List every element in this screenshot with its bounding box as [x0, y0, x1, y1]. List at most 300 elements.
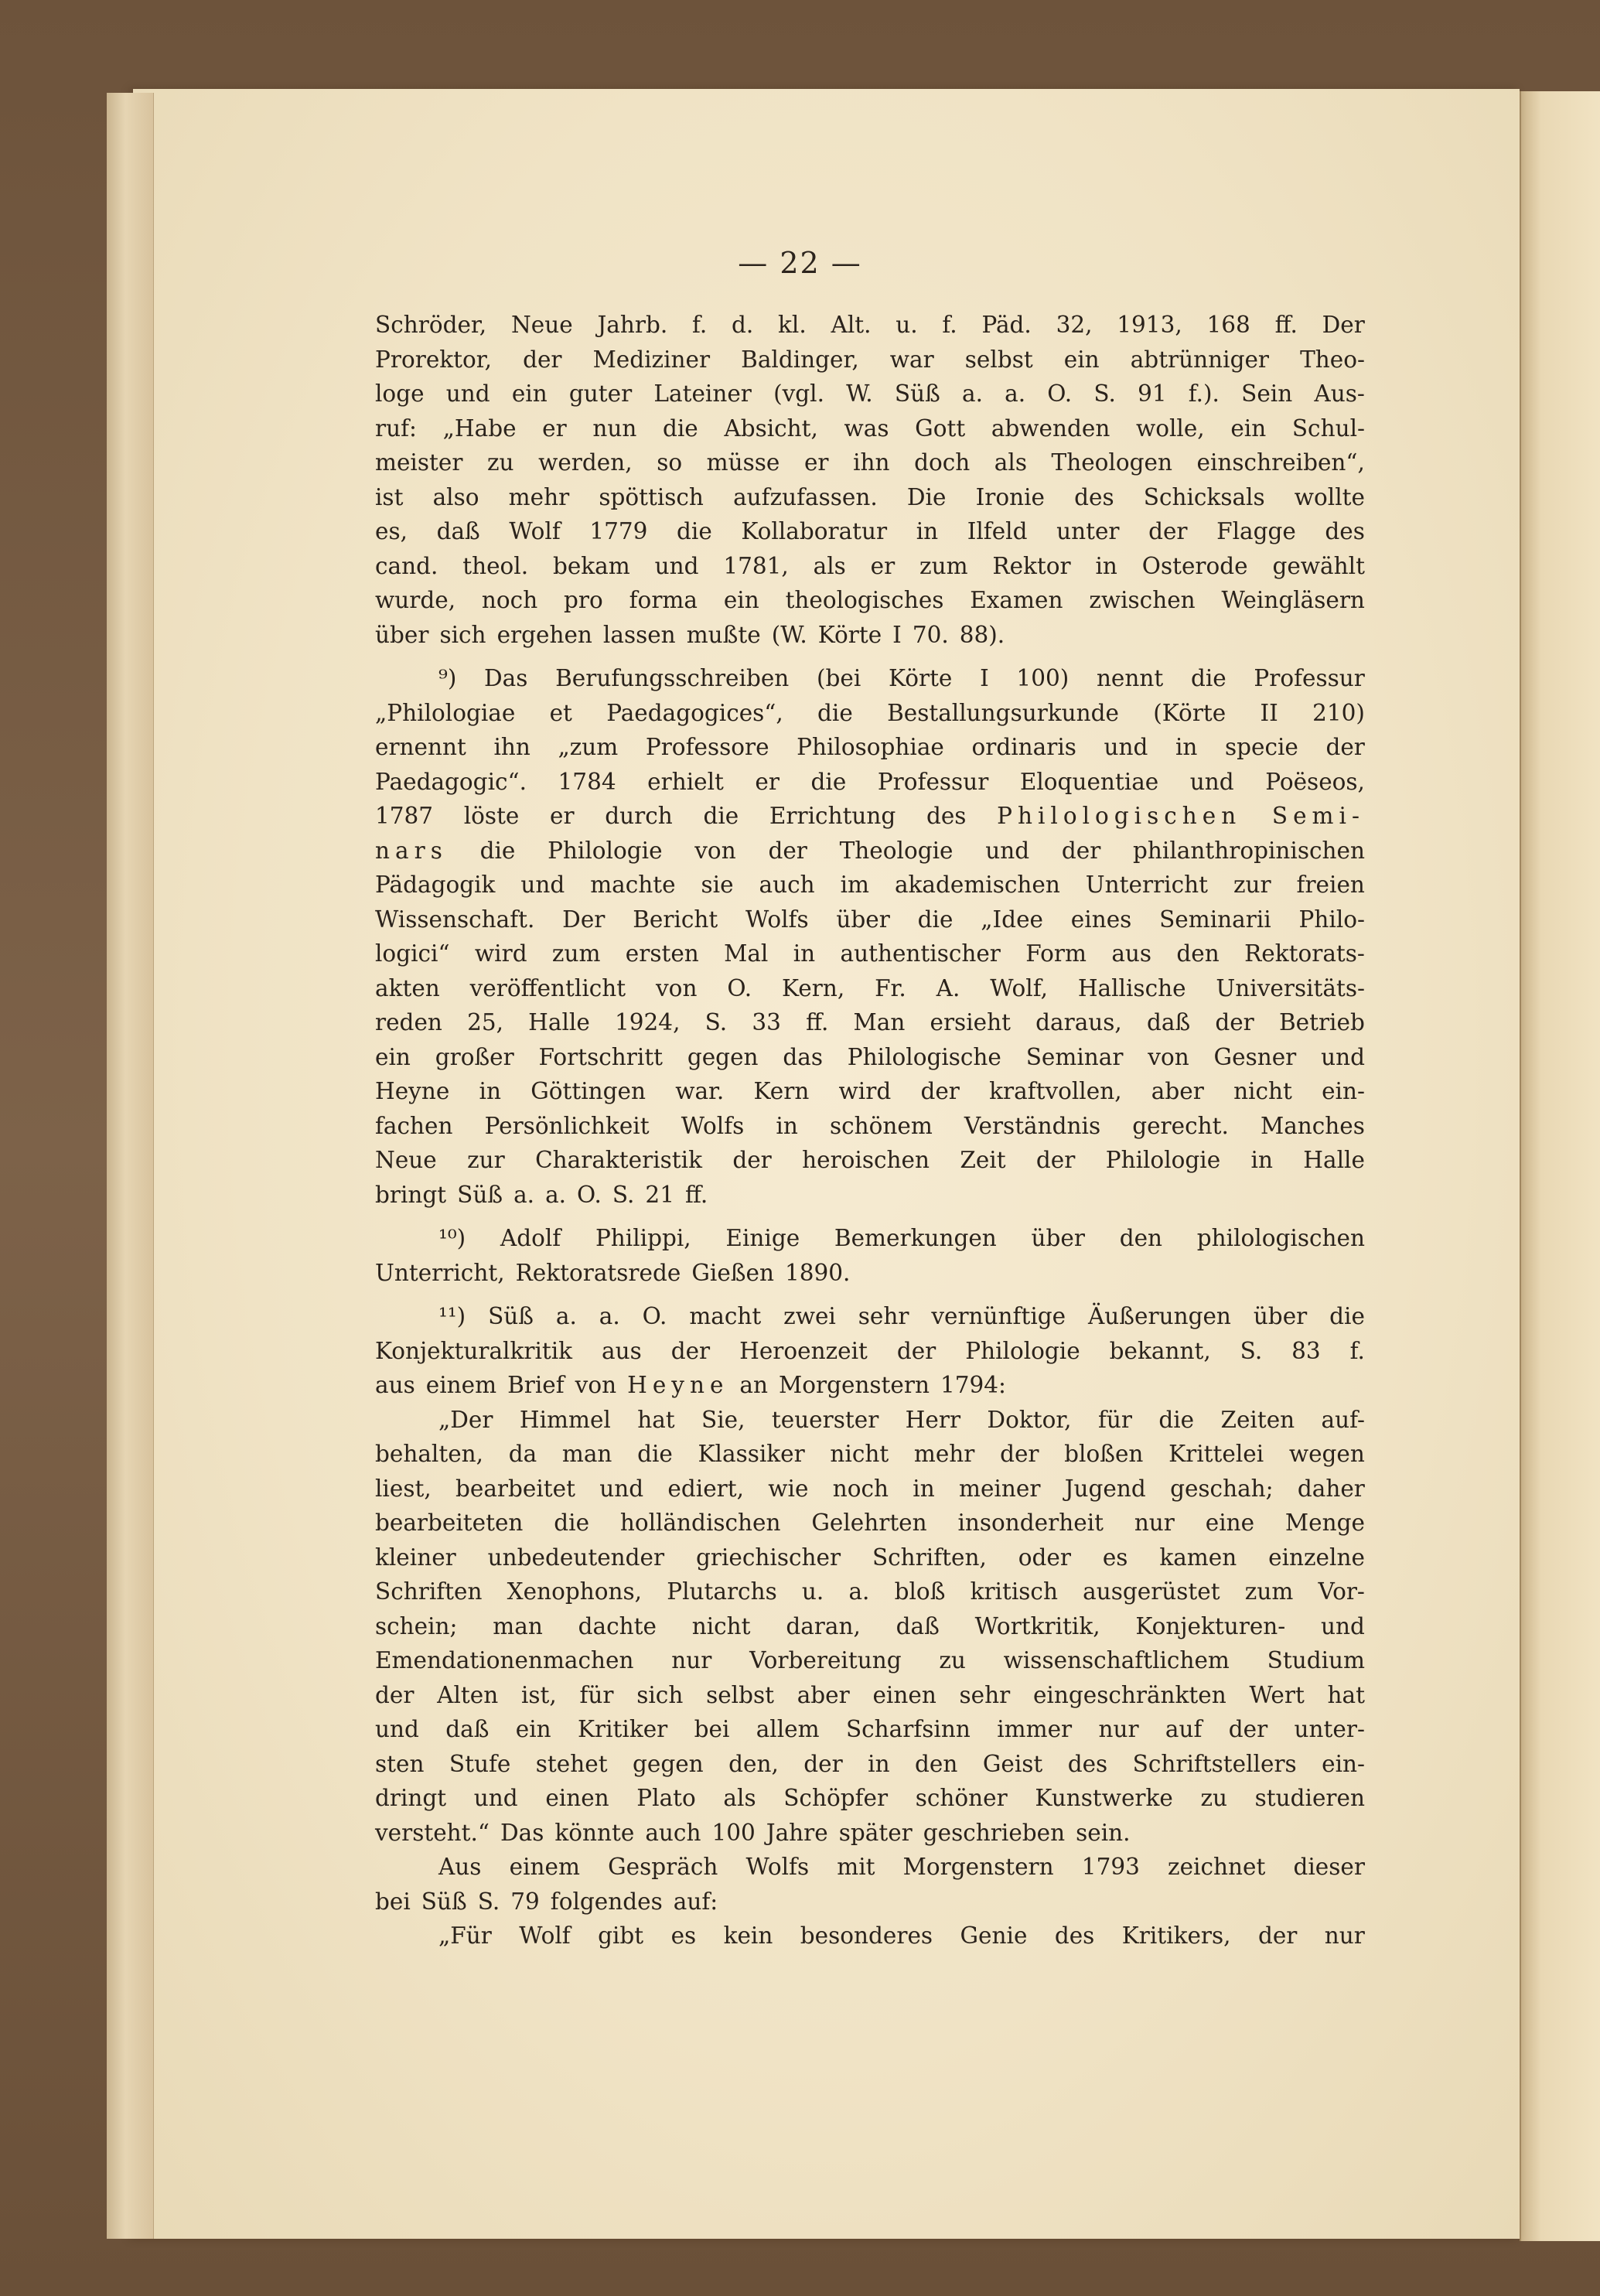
word: eine [1205, 1510, 1255, 1536]
word: auch [645, 1819, 701, 1846]
word: Fr. [875, 974, 906, 1001]
word: Der [562, 906, 606, 933]
word: kraftvollen, [989, 1078, 1122, 1104]
word: f. [942, 312, 957, 338]
word: versteht.“ [375, 1819, 490, 1846]
word: Charakteristik [535, 1147, 702, 1173]
word: die [1158, 1406, 1195, 1433]
text-line [375, 514, 1365, 549]
word: Scharfsinn [845, 1716, 971, 1742]
word: 21 [645, 1181, 674, 1208]
word: Aus- [1314, 380, 1365, 407]
text-line [375, 1221, 1365, 1256]
word: Morgenstern [779, 1372, 930, 1398]
word: „Idee [981, 906, 1043, 933]
word: cand. [375, 552, 438, 579]
word: aber [1151, 1078, 1204, 1104]
word: Vor- [1318, 1578, 1365, 1605]
word: Flagge [1216, 518, 1296, 544]
word: der [1061, 837, 1101, 864]
word: er [870, 552, 896, 579]
word: Kollaboratur [741, 518, 888, 544]
word: Manches [1260, 1112, 1365, 1139]
word: Neue [375, 1147, 437, 1173]
word: und [445, 380, 490, 407]
word: schöner [915, 1785, 1008, 1811]
word: bloßen [1064, 1441, 1144, 1467]
word: der [375, 1681, 414, 1708]
text-line [375, 549, 1365, 584]
word: gerecht. [1132, 1112, 1229, 1139]
word: Brief [507, 1372, 565, 1398]
word: wegen [1288, 1441, 1365, 1467]
word: zur [1233, 872, 1271, 898]
word: die [677, 518, 712, 544]
word: und [375, 1716, 419, 1742]
word: Morgenstern [902, 1854, 1054, 1880]
word: eingeschränkten [1032, 1681, 1226, 1708]
word: Heyne [375, 1078, 450, 1104]
word: Päd. [981, 312, 1032, 338]
word: daraus, [1035, 1009, 1122, 1035]
word: werden, [538, 449, 633, 476]
word: Mal [724, 940, 769, 967]
word: sehr [858, 1303, 909, 1329]
word: ersten [625, 940, 699, 967]
word: gegen [632, 1750, 704, 1777]
word: heroischen [802, 1147, 930, 1173]
word: specie [1224, 734, 1298, 760]
word: 100 [711, 1819, 756, 1846]
word: einen [545, 1785, 609, 1811]
word: bearbeiteten [375, 1510, 524, 1536]
page-number: — 22 — [738, 246, 862, 280]
word: 210) [1312, 699, 1365, 726]
word: O. [727, 974, 752, 1001]
word: Kunstwerke [1035, 1785, 1173, 1811]
word: Wolfs [745, 906, 809, 933]
word: später [838, 1819, 913, 1846]
word: kamen [1159, 1544, 1237, 1571]
word: Plutarchs [667, 1578, 777, 1605]
word: Genie [960, 1922, 1028, 1949]
word: bekam [552, 552, 630, 579]
word: Eloquentiae [1019, 768, 1159, 795]
word: freien [1296, 872, 1365, 898]
word: Examen [970, 587, 1063, 613]
word: unter- [1294, 1716, 1365, 1742]
word: er [550, 803, 575, 829]
word: die [917, 906, 954, 933]
word: Vorbereitung [749, 1647, 902, 1673]
word: in [776, 1112, 798, 1139]
word: die [554, 1510, 590, 1536]
word: aus [375, 1372, 415, 1398]
text-line [375, 1472, 1365, 1506]
word: der [523, 346, 562, 373]
word: ein [1063, 346, 1100, 373]
word: aber [797, 1681, 850, 1708]
text-line [375, 1643, 1365, 1678]
word: 1781, [723, 552, 789, 579]
word: „Der [438, 1406, 493, 1433]
text-line [375, 1747, 1365, 1782]
word: 1793 [1081, 1854, 1140, 1880]
word: die [1190, 665, 1226, 691]
word: „Für [438, 1922, 492, 1949]
word: wolle, [1135, 415, 1205, 442]
word: hat [1327, 1681, 1365, 1708]
word: studieren [1254, 1785, 1365, 1811]
word: er [803, 449, 829, 476]
word: die [810, 768, 847, 795]
word: holländischen [619, 1510, 781, 1536]
word: einem [509, 1854, 580, 1880]
word: des [1067, 1750, 1108, 1777]
word: a. [1005, 380, 1026, 407]
word: könnte [554, 1819, 635, 1846]
word: Klassiker [698, 1441, 805, 1467]
word: ein [375, 1043, 411, 1070]
word: nicht [1233, 1078, 1292, 1104]
word: von [575, 1372, 617, 1398]
word: ein- [1322, 1750, 1365, 1777]
word: vernünftige [931, 1303, 1066, 1329]
word: war. [675, 1078, 725, 1104]
word: Göttingen [530, 1078, 646, 1104]
word: theol. [462, 552, 529, 579]
word: ihn [853, 449, 890, 476]
word: es, [375, 518, 408, 544]
word: f. [1349, 1337, 1365, 1364]
word: wurde, [375, 587, 456, 613]
text-line [375, 1609, 1365, 1644]
word: über [375, 621, 429, 648]
word: allem [756, 1716, 820, 1742]
word: dachte [578, 1612, 657, 1639]
word: I [892, 621, 902, 648]
word: und [985, 837, 1030, 864]
word: auf [1165, 1716, 1203, 1742]
word: Jahre [766, 1819, 828, 1846]
word: ⁹) [438, 665, 457, 691]
text-line [375, 1299, 1365, 1334]
word: in [913, 1475, 935, 1502]
word: zwischen [1089, 587, 1196, 613]
word: die [703, 803, 739, 829]
word: so [657, 449, 683, 476]
word: mit [837, 1854, 875, 1880]
word: und [599, 1475, 644, 1502]
word: daß [436, 518, 480, 544]
word: als [994, 449, 1027, 476]
text-line [375, 1850, 1365, 1885]
word: Wortkritik, [974, 1612, 1100, 1639]
word: Studium [1267, 1647, 1365, 1673]
word: und [1321, 1612, 1365, 1639]
word: nur [671, 1647, 712, 1673]
word: aus [602, 1337, 642, 1364]
word: auf: [673, 1888, 718, 1915]
word: machte [590, 872, 676, 898]
text-line [375, 1678, 1365, 1713]
word: Jugend [1064, 1475, 1146, 1502]
text-line [375, 971, 1365, 1006]
word: den [1119, 1225, 1163, 1251]
word: Semi- [1271, 803, 1365, 829]
word: Seminarii [1159, 906, 1271, 933]
word: spöttisch [599, 483, 704, 510]
word: Schul- [1291, 415, 1365, 442]
word: Philologische [847, 1043, 1001, 1070]
word: lassen [602, 621, 676, 648]
word: Heroenzeit [739, 1337, 868, 1364]
word: A. [936, 974, 960, 1001]
word: Poëseos, [1265, 768, 1365, 795]
word: 25, [467, 1009, 503, 1035]
word: Halle [1303, 1147, 1365, 1173]
text-line [375, 868, 1365, 902]
word: daran, [786, 1612, 861, 1639]
word: als [813, 552, 846, 579]
word: in [1095, 552, 1117, 579]
word: Schriftstellers [1132, 1750, 1297, 1777]
word: und [473, 1785, 518, 1811]
text-line [375, 730, 1365, 765]
word: mußte [686, 621, 761, 648]
word: mehr [508, 483, 570, 510]
word: logici“ [375, 940, 450, 967]
word: großer [435, 1043, 514, 1070]
word: einem [425, 1372, 497, 1398]
word: a. [961, 380, 983, 407]
word: Geist [982, 1750, 1043, 1777]
word: den [915, 1750, 958, 1777]
word: der [803, 1750, 843, 1777]
word: Wissenschaft. [375, 906, 535, 933]
page-stack-edge [107, 93, 154, 2239]
word: sein. [1076, 1819, 1131, 1846]
text-line [375, 1143, 1365, 1178]
word: Xenophons, [507, 1578, 643, 1605]
word: Bestallungsurkunde [887, 699, 1120, 726]
text-line [375, 1437, 1365, 1472]
word: Philippi, [595, 1225, 691, 1251]
word: immer [997, 1716, 1073, 1742]
word: Adolf [500, 1225, 561, 1251]
word: f.). [1188, 380, 1220, 407]
word: wollte [1294, 483, 1365, 510]
word: u. [896, 312, 918, 338]
word: aus [1111, 940, 1152, 967]
word: stehet [535, 1750, 608, 1777]
word: und [654, 552, 699, 579]
word: kleiner [375, 1544, 456, 1571]
word: eines [1070, 906, 1132, 933]
word: Sie, [701, 1406, 745, 1433]
word: veröffentlicht [469, 974, 626, 1001]
word: nicht [691, 1612, 751, 1639]
word: Ilfeld [967, 518, 1028, 544]
word: gibt [598, 1922, 644, 1949]
word: wird [474, 940, 527, 967]
word: Seminar [1025, 1043, 1124, 1070]
word: der [1148, 518, 1188, 544]
paragraph-gap [375, 652, 1365, 661]
word: Krittelei [1168, 1441, 1264, 1467]
word: bei [694, 1716, 730, 1742]
word: der [1228, 1716, 1268, 1742]
word: Paedagogices“, [606, 699, 783, 726]
text-line [375, 799, 1365, 834]
word: in [479, 1078, 501, 1104]
word: Körte [888, 665, 953, 691]
word: 1784 [558, 768, 616, 795]
word: nennt [1096, 665, 1164, 691]
text-line [375, 1506, 1365, 1540]
word: das [783, 1043, 823, 1070]
word: authentischer [840, 940, 1001, 967]
word: man [493, 1612, 543, 1639]
word: nur [1098, 1716, 1139, 1742]
word: Wolf [519, 1922, 571, 1949]
word: 1924, [615, 1009, 681, 1035]
word: Philologie [965, 1337, 1080, 1364]
word: (vgl. [773, 380, 824, 407]
word: Herr [905, 1406, 961, 1433]
word: Theologie [839, 837, 954, 864]
text-line [375, 1816, 1365, 1851]
word: 100) [1016, 665, 1070, 691]
word: Philosophiae [797, 734, 944, 760]
word: unbedeutender [487, 1544, 665, 1571]
word: kl. [778, 312, 807, 338]
word: Hallische [1077, 974, 1186, 1001]
word: 79 [510, 1888, 540, 1915]
word: „Habe [442, 415, 517, 442]
word: 1890. [784, 1259, 851, 1286]
word: in [1175, 734, 1198, 760]
word: griechischer [696, 1544, 841, 1571]
word: es [1102, 1544, 1128, 1571]
word: O. [577, 1181, 602, 1208]
word: gegen [687, 1043, 759, 1070]
paragraph-gap [375, 1290, 1365, 1299]
word: Süß [894, 380, 940, 407]
word: Zeit [960, 1147, 1006, 1173]
word: unter [1056, 518, 1120, 544]
text-line [375, 834, 1365, 868]
word: wissenschaftlichem [1003, 1647, 1230, 1673]
word: pro [564, 587, 603, 613]
word: Rektorats- [1244, 940, 1365, 967]
word: Schriften, [872, 1544, 987, 1571]
word: Schriften [375, 1578, 483, 1605]
word: Absicht, [724, 415, 818, 442]
word: von [1148, 1043, 1189, 1070]
text-line [375, 1334, 1365, 1369]
word: theologisches [785, 587, 944, 613]
word: kein [723, 1922, 773, 1949]
word: der [1257, 1922, 1298, 1949]
word: 83 [1291, 1337, 1321, 1364]
word: die [1329, 1303, 1365, 1329]
word: er [542, 415, 567, 442]
word: durch [605, 803, 673, 829]
word: S. [477, 1888, 500, 1915]
word: Heyne [627, 1372, 729, 1398]
word: Persönlichkeit [484, 1112, 650, 1139]
word: ausgerüstet [1083, 1578, 1220, 1605]
word: Universitäts- [1216, 974, 1365, 1001]
word: der [768, 837, 807, 864]
word: Unterricht, [375, 1259, 505, 1286]
word: Neue [510, 312, 573, 338]
word: Gesner [1213, 1043, 1297, 1070]
word: Professur [877, 768, 989, 795]
word: Schröder, [375, 312, 487, 338]
word: 1794: [940, 1372, 1006, 1398]
word: abwenden [991, 415, 1110, 442]
word: Halle [528, 1009, 590, 1035]
word: Baldinger, [741, 346, 859, 373]
word: Jahrb. [597, 312, 668, 338]
word: es [670, 1922, 697, 1949]
word: war [889, 346, 934, 373]
word: von [694, 837, 736, 864]
word: Pädagogik [375, 872, 496, 898]
word: bloß [894, 1578, 946, 1605]
word: macht [689, 1303, 762, 1329]
word: der [1035, 1147, 1076, 1173]
word: f. [692, 312, 708, 338]
word: der [896, 1337, 936, 1364]
text-line [375, 1885, 1365, 1919]
word: einschreiben“, [1196, 449, 1365, 476]
word: Osterode [1141, 552, 1248, 579]
word: Konjekturen- [1135, 1612, 1286, 1639]
word: selbst [706, 1681, 774, 1708]
word: des [1325, 518, 1365, 544]
word: in [916, 518, 939, 544]
word: der [1215, 1009, 1254, 1035]
word: für [1097, 1406, 1132, 1433]
word: Bericht [633, 906, 718, 933]
word: als [723, 1785, 756, 1811]
word: Theologen [1051, 449, 1172, 476]
word: er [755, 768, 780, 795]
word: philologischen [1196, 1225, 1365, 1251]
word: in [868, 1750, 890, 1777]
word: ein [515, 1716, 551, 1742]
word: behalten, [375, 1441, 484, 1467]
word: Zeiten [1220, 1406, 1295, 1433]
word: sich [439, 621, 486, 648]
word: des [926, 803, 967, 829]
word: geschah; [1170, 1475, 1274, 1502]
word: Himmel [519, 1406, 611, 1433]
word: Alten [437, 1681, 499, 1708]
word: folgendes [550, 1888, 663, 1915]
word: oder [1018, 1544, 1071, 1571]
text-line [375, 480, 1365, 515]
word: (bei [816, 665, 861, 691]
word: Bemerkungen [834, 1225, 997, 1251]
text-line [375, 1574, 1365, 1609]
word: einzelne [1268, 1544, 1365, 1571]
text-line [375, 661, 1365, 696]
paragraph-gap [375, 1212, 1365, 1221]
